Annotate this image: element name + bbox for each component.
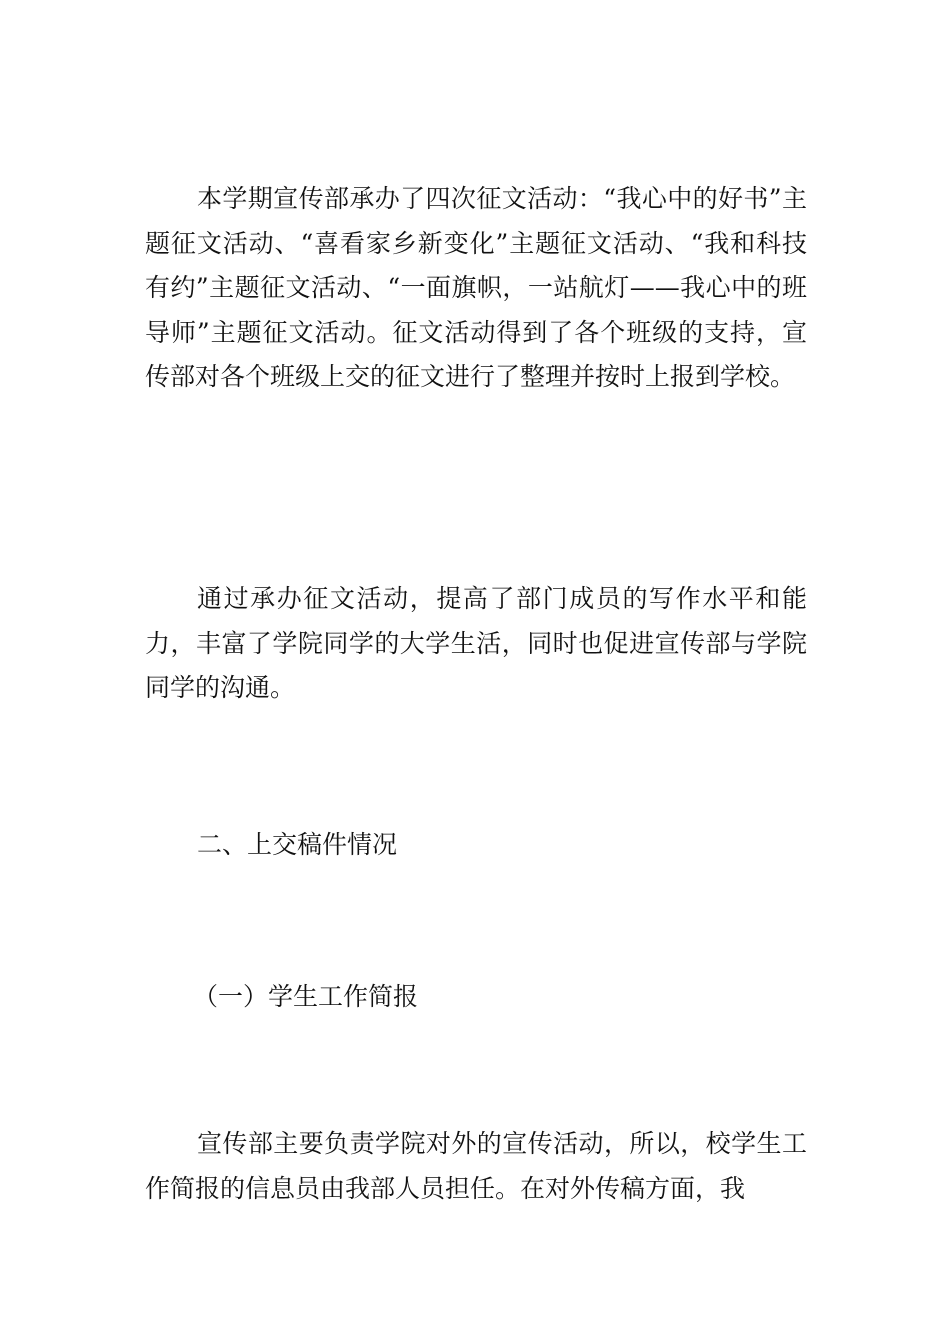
paragraph-essay-activities: 本学期宣传部承办了四次征文活动：“我心中的好书”主题征文活动、“喜看家乡新变化”主题征文活动、“我和科技有约”主题征文活动、“一面旗帜，一站航灯——我心中的班导师”主题征文活动。征文活动得到了各个班级的支持，宣传部对各个班级上交的征文进行了整理并按时上报到学校。 <box>145 184 807 391</box>
subsection-heading: （一）学生工作简报 <box>193 982 419 1011</box>
section-heading: 二、上交稿件情况 <box>197 830 398 859</box>
paragraph-work-bulletin: 宣传部主要负责学院对外的宣传活动，所以，校学生工作简报的信息员由我部人员担任。在对外传稿方面，我 <box>145 1129 807 1203</box>
paragraph-activity-benefits: 通过承办征文活动，提高了部门成员的写作水平和能力，丰富了学院同学的大学生活，同时也促进宣传部与学院同学的沟通。 <box>145 584 807 702</box>
